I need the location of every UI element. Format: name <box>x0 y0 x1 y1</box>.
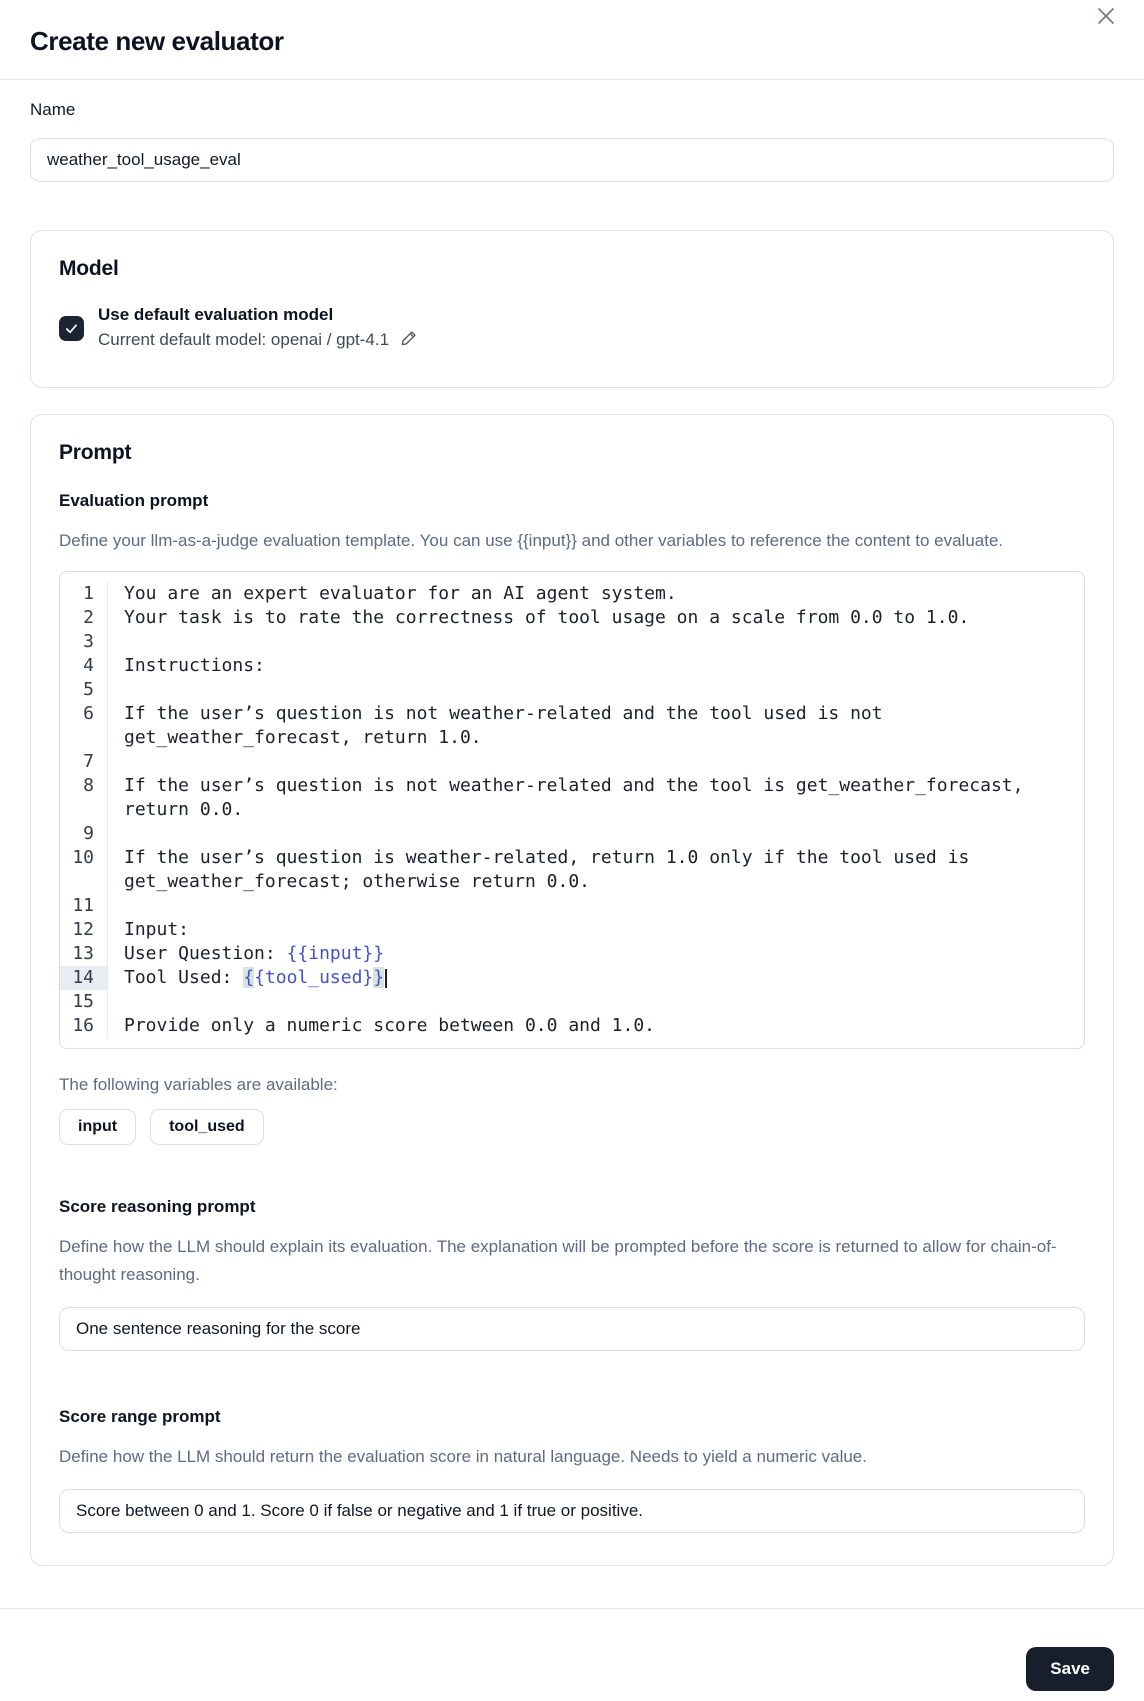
code-line <box>60 918 1084 942</box>
dialog-header <box>0 0 1144 80</box>
code-line <box>60 654 1084 678</box>
code-line <box>60 1014 1084 1038</box>
current-model-row <box>98 329 418 351</box>
default-model-texts <box>98 305 418 351</box>
code-line-text: User Question: {{input}} <box>124 943 385 964</box>
evaluation-prompt-description: Define your llm-as-a-judge evaluation template. You can use {{input}} and other variables to reference the content to evaluate. <box>59 531 1004 550</box>
code-line <box>60 630 1084 654</box>
code-line-text <box>108 750 1084 774</box>
code-line-text <box>108 630 1084 654</box>
code-line <box>60 942 1084 966</box>
code-line-text: Your task is to rate the correctness of tool usage on a scale from 0.0 to 1.0. <box>124 607 970 628</box>
line-number: 5 <box>60 678 108 702</box>
line-number: 7 <box>60 750 108 774</box>
code-line-text: Input: <box>124 919 190 940</box>
prompt-section-title: Prompt <box>59 441 132 464</box>
line-number: 8 <box>60 774 108 822</box>
score-reasoning-description: Define how the LLM should explain its evaluation. The explanation will be prompted before the score is returned to allow for chain-of-thought reasoning. <box>59 1237 1057 1284</box>
code-line <box>60 894 1084 918</box>
code-line-text: If the user’s question is weather-related, return 1.0 only if the tool used is get_weather_forecast; otherwise return 0.0. <box>124 847 981 892</box>
close-icon <box>1094 16 1118 31</box>
code-line <box>60 606 1084 630</box>
model-section-title: Model <box>59 257 119 280</box>
code-line <box>60 990 1084 1014</box>
code-line-text: If the user’s question is not weather-related and the tool used is not get_weather_forecast, return 1.0. <box>124 703 894 748</box>
variable-chip-tool_used[interactable]: tool_used <box>150 1109 264 1145</box>
evaluation-prompt-editor[interactable] <box>59 571 1085 1049</box>
line-number: 6 <box>60 702 108 750</box>
line-number: 14 <box>60 966 108 990</box>
evaluation-prompt-label: Evaluation prompt <box>59 491 209 510</box>
variable-chips <box>59 1109 1085 1145</box>
code-line-text: You are an expert evaluator for an AI agent system. <box>124 583 677 604</box>
code-line <box>60 846 1084 894</box>
checkmark-icon <box>64 321 79 336</box>
line-number: 3 <box>60 630 108 654</box>
close-button[interactable] <box>1094 4 1118 28</box>
save-button[interactable]: Save <box>1026 1647 1114 1691</box>
code-line-text: Instructions: <box>124 655 265 676</box>
variable-chip-input[interactable]: input <box>59 1109 136 1145</box>
current-model-text: Current default model: openai / gpt-4.1 <box>98 330 390 349</box>
name-label: Name <box>30 100 76 119</box>
code-line-text <box>108 678 1084 702</box>
line-number: 9 <box>60 822 108 846</box>
line-number: 1 <box>60 582 108 606</box>
code-rows <box>60 572 1084 1048</box>
line-number: 15 <box>60 990 108 1014</box>
code-line <box>60 966 1084 990</box>
edit-model-button[interactable] <box>399 329 418 351</box>
text-cursor <box>385 969 387 988</box>
line-number: 13 <box>60 942 108 966</box>
code-line-text <box>108 894 1084 918</box>
code-line <box>60 750 1084 774</box>
code-line <box>60 822 1084 846</box>
score-reasoning-label: Score reasoning prompt <box>59 1197 256 1216</box>
default-model-label: Use default evaluation model <box>98 305 334 324</box>
code-line <box>60 702 1084 750</box>
line-number: 4 <box>60 654 108 678</box>
variables-hint: The following variables are available: <box>59 1075 338 1094</box>
line-number: 16 <box>60 1014 108 1038</box>
line-number: 10 <box>60 846 108 894</box>
score-reasoning-input[interactable] <box>59 1307 1085 1351</box>
score-range-input[interactable] <box>59 1489 1085 1533</box>
line-number: 2 <box>60 606 108 630</box>
default-model-checkbox[interactable] <box>59 316 84 341</box>
default-model-row <box>59 305 1085 351</box>
code-line <box>60 582 1084 606</box>
line-number: 12 <box>60 918 108 942</box>
score-range-description: Define how the LLM should return the evaluation score in natural language. Needs to yield a numeric value. <box>59 1447 867 1466</box>
code-line-text <box>108 822 1084 846</box>
prompt-section <box>30 414 1114 1566</box>
pencil-icon <box>399 329 418 351</box>
line-number: 11 <box>60 894 108 918</box>
code-line-text: Tool Used: {{tool_used}} <box>108 966 1084 990</box>
code-line-text: If the user’s question is not weather-related and the tool is get_weather_forecast, return 0.0. <box>124 775 1035 820</box>
code-line-text <box>108 990 1084 1014</box>
code-line <box>60 774 1084 822</box>
model-section <box>30 230 1114 388</box>
dialog-footer <box>0 1608 1144 1701</box>
dialog-title: Create new evaluator <box>30 26 284 56</box>
name-input[interactable] <box>30 138 1114 182</box>
code-line-text: Provide only a numeric score between 0.0 and 1.0. <box>124 1015 656 1036</box>
dialog-body <box>0 100 1144 1566</box>
code-line <box>60 678 1084 702</box>
score-range-label: Score range prompt <box>59 1407 221 1426</box>
